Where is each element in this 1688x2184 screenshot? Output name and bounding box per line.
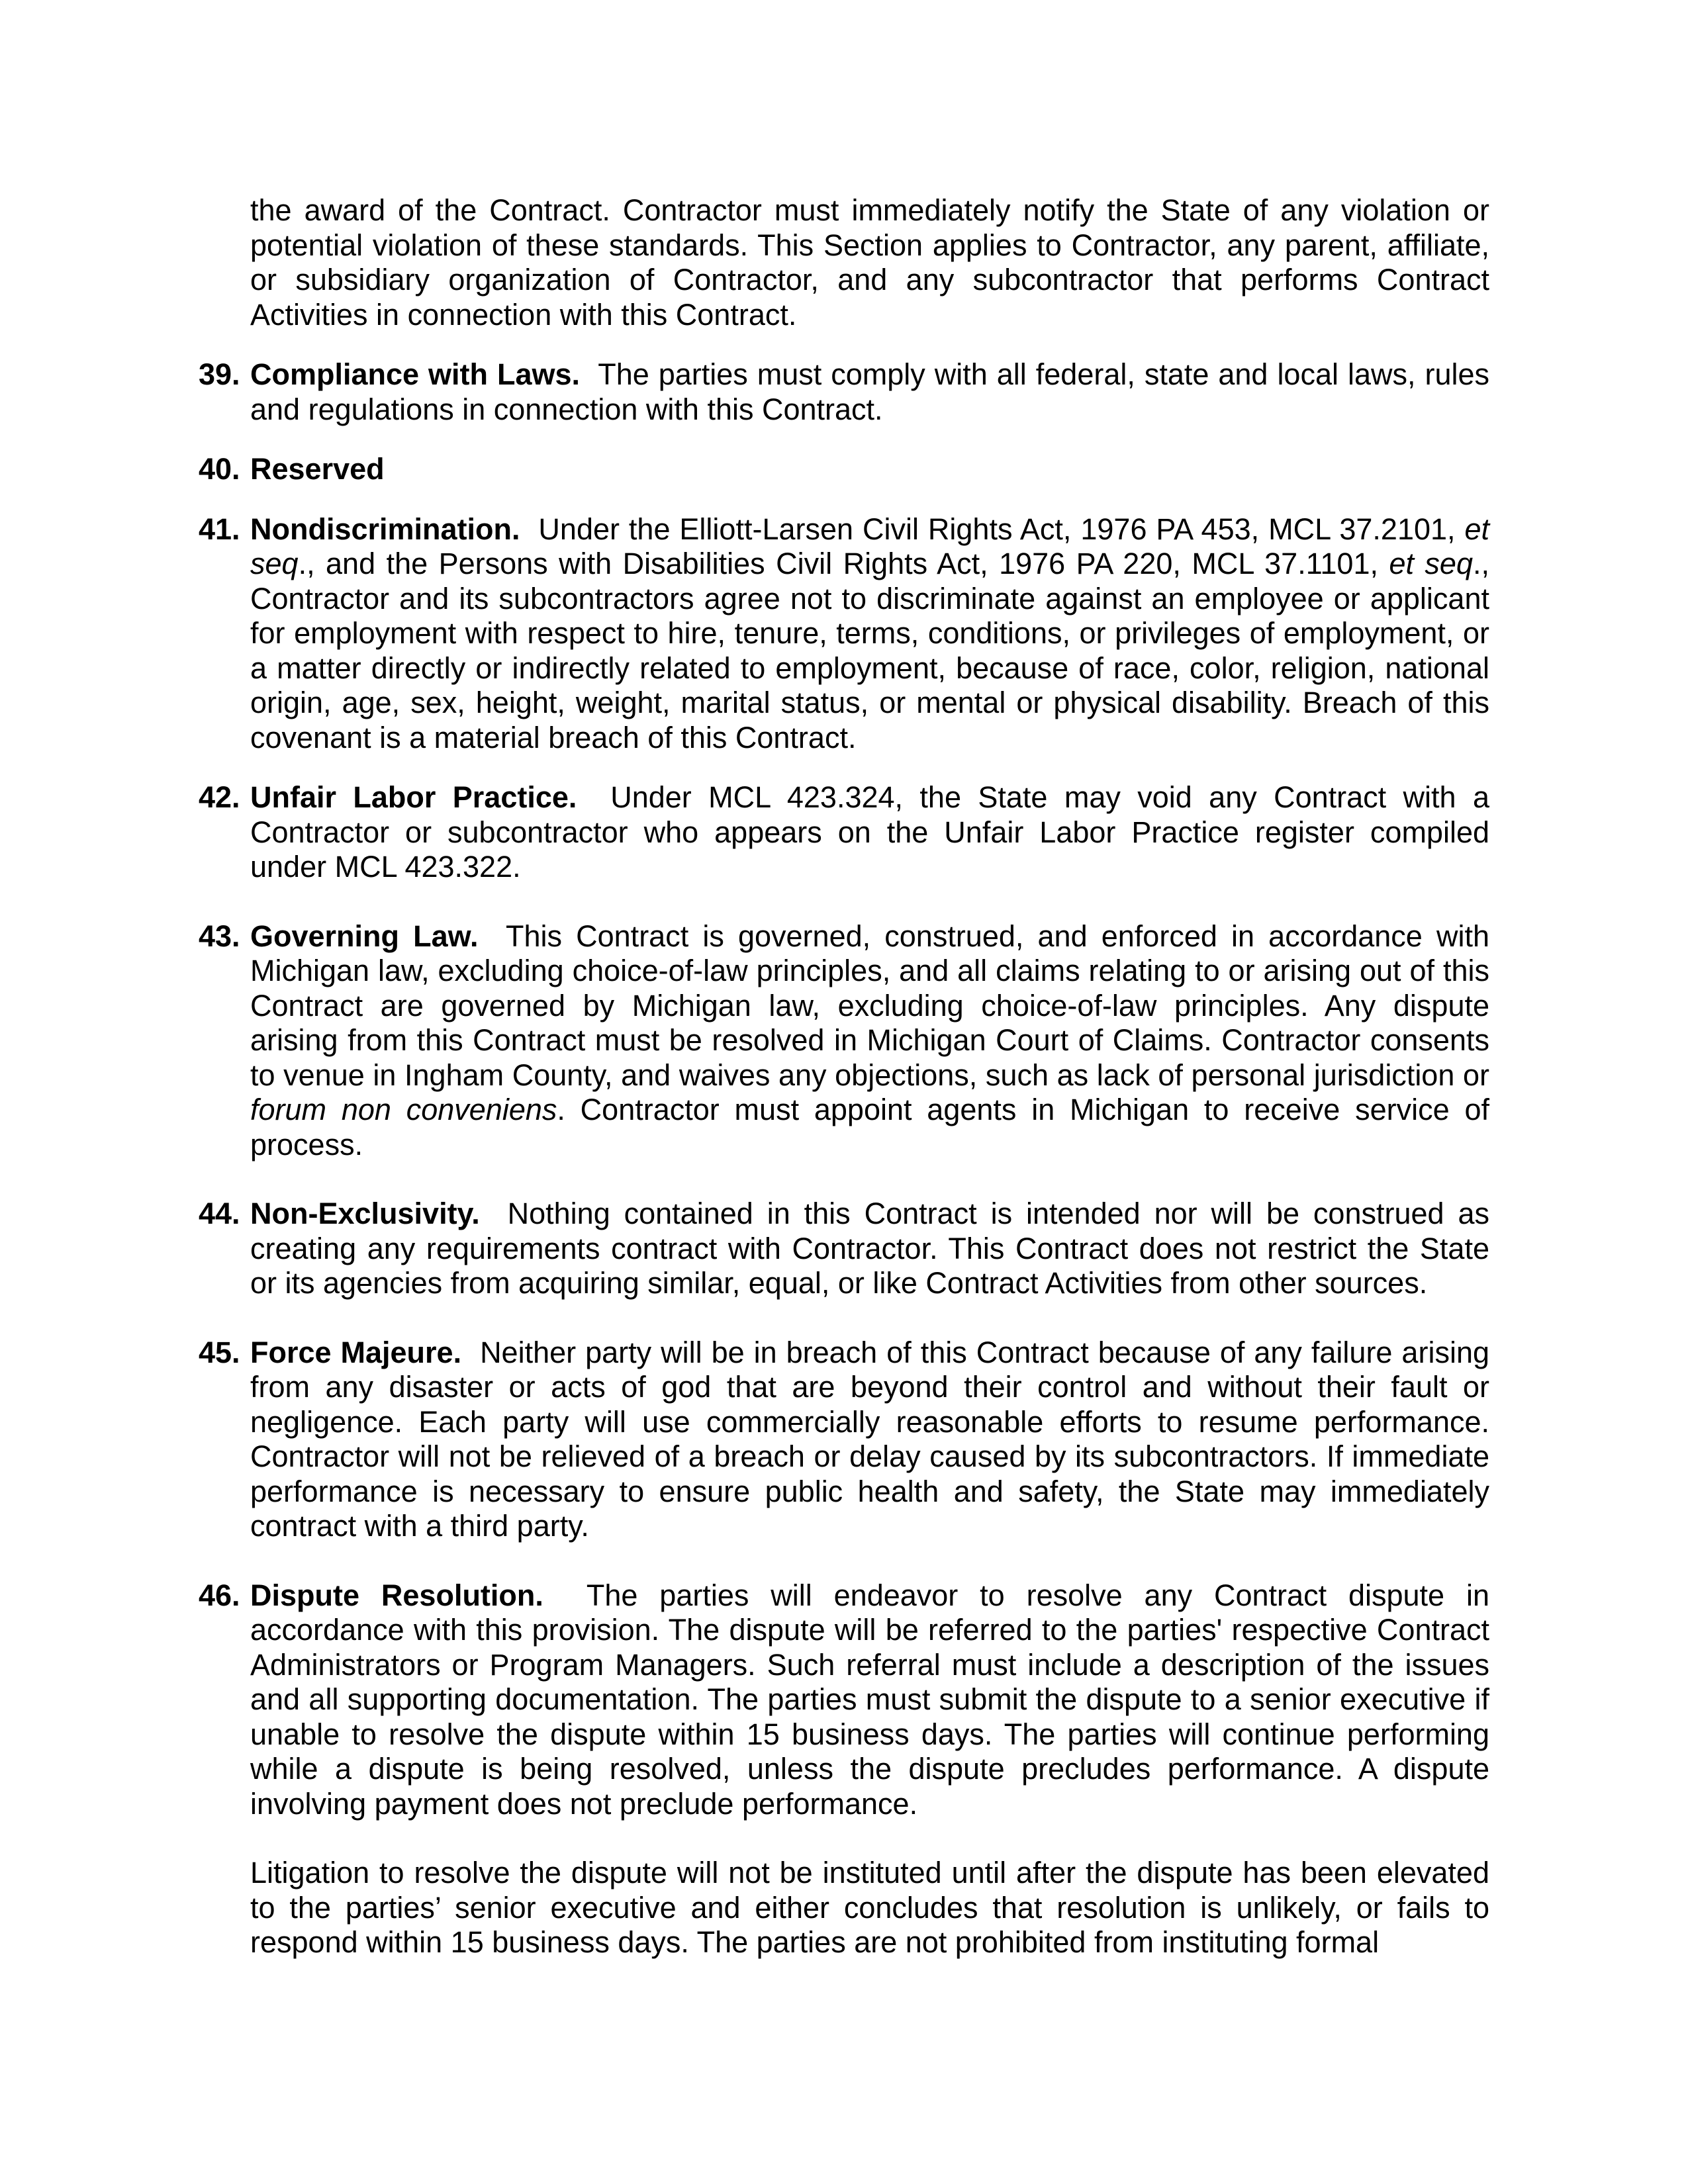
section-number: 40.	[199, 452, 240, 486]
section-44	[199, 1197, 1489, 1301]
section-heading: Compliance with Laws.	[250, 357, 581, 391]
section-number: 44.	[199, 1197, 240, 1230]
section-45	[199, 1336, 1489, 1544]
section-42	[199, 780, 1489, 885]
section-body: The parties will endeavor to resolve any Contract dispute in accordance with this provision. The dispute will be referred to the parties' respective Contract Administrators or Program Managers. Such referral must include a description of the issues and all supporting documentation. The parties must submit the dispute to a senior executive if unable to resolve the dispute within 15 business days. The parties will continue performing while a dispute is being resolved, unless the dispute precludes performance. A dispute involving payment does not preclude performance.	[250, 1578, 1489, 1821]
section-heading: Force Majeure.	[250, 1335, 462, 1369]
section-body: . Contractor must appoint agents in Michigan to receive service of process.	[250, 1093, 1489, 1161]
section-number: 43.	[199, 919, 240, 953]
section-heading: Nondiscrimination.	[250, 512, 520, 546]
section-body: ., Contractor and its subcontractors agree not to discriminate against an employee or applicant for employment with respect to hire, tenure, terms, conditions, or privileges of employment, or a matter directly or indirectly related to employment, because of race, color, religion, national origin, age, sex, height, weight, marital status, or mental or physical disability. Breach of this covenant is a material breach of this Contract.	[250, 547, 1489, 754]
section-heading: Dispute Resolution.	[250, 1578, 543, 1612]
section-body: The parties must comply with all federal, state and local laws, rules and regulations in connection with this Contract.	[250, 357, 1490, 426]
section-46	[199, 1578, 1489, 1822]
section-40	[199, 452, 1489, 487]
section-heading: Unfair Labor Practice.	[250, 780, 577, 814]
continuation-paragraph: the award of the Contract. Contractor must immediately notify the State of any violation or potential violation of these standards. This Section applies to Contractor, any parent, affiliate, or subsidiary organization of Contractor, and any subcontractor that performs Contract Activities in connection with this Contract.	[250, 193, 1489, 332]
section-46-paragraph-2: Litigation to resolve the dispute will not be instituted until after the dispute has been elevated to the parties’ senior executive and either concludes that resolution is unlikely, or fails to respond within 15 business days. The parties are not prohibited from instituting formal	[250, 1856, 1489, 1959]
section-number: 45.	[199, 1335, 240, 1369]
document-body	[199, 193, 1489, 1960]
section-43	[199, 919, 1489, 1163]
italic-term: et seq	[250, 512, 1489, 580]
section-39	[199, 357, 1489, 427]
section-body: ., and the Persons with Disabilities Civil Rights Act, 1976 PA 220, MCL 37.1101,	[298, 547, 1389, 580]
section-number: 39.	[199, 357, 240, 391]
section-body: Under MCL 423.324, the State may void any Contract with a Contractor or subcontractor who appears on the Unfair Labor Practice register compiled under MCL 423.322.	[250, 780, 1489, 884]
section-number: 41.	[199, 512, 240, 546]
section-number: 42.	[199, 780, 240, 814]
section-body: Neither party will be in breach of this Contract because of any failure arising from any disaster or acts of god that are beyond their control and without their fault or negligence. Each party will use commercially reasonable efforts to resume performance. Contractor will not be relieved of a breach or delay caused by its subcontractors. If immediate performance is necessary to ensure public health and safety, the State may immediately contract with a third party.	[250, 1335, 1489, 1543]
section-heading: Reserved	[250, 452, 385, 486]
section-body: This Contract is governed, construed, and enforced in accordance with Michigan law, excluding choice-of-law principles, and all claims relating to or arising out of this Contract are governed by Michigan law, excluding choice-of-law principles. Any dispute arising from this Contract must be resolved in Michigan Court of Claims. Contractor consents to venue in Ingham County, and waives any objections, such as lack of personal jurisdiction or	[250, 919, 1489, 1092]
section-number: 46.	[199, 1578, 240, 1612]
section-body: Under the Elliott-Larsen Civil Rights Act, 1976 PA 453, MCL 37.2101,	[538, 512, 1465, 546]
section-body: Nothing contained in this Contract is intended nor will be construed as creating any requirements contract with Contractor. This Contract does not restrict the State or its agencies from acquiring similar, equal, or like Contract Activities from other sources.	[250, 1197, 1489, 1300]
italic-term: forum non conveniens	[250, 1093, 557, 1126]
section-heading: Non-Exclusivity.	[250, 1197, 480, 1230]
italic-term: et seq	[1389, 547, 1473, 580]
section-heading: Governing Law.	[250, 919, 479, 953]
section-41	[199, 512, 1489, 756]
